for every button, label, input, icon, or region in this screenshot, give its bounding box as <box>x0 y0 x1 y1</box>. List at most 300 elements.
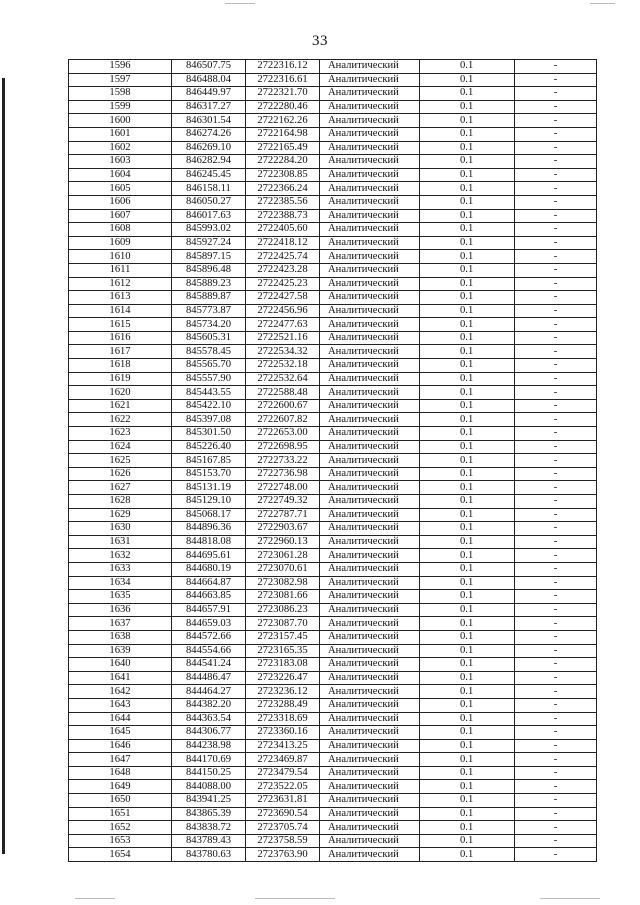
x-coordinate-cell: 843780.63 <box>172 848 246 862</box>
method-cell: Аналитический <box>320 780 420 794</box>
note-cell: - <box>515 345 597 359</box>
y-coordinate-cell: 2723081.66 <box>246 590 320 604</box>
table-row <box>69 114 597 128</box>
accuracy-cell: 0.1 <box>420 590 515 604</box>
accuracy-cell: 0.1 <box>420 427 515 441</box>
table-row <box>69 427 597 441</box>
accuracy-cell: 0.1 <box>420 331 515 345</box>
point-number-cell: 1614 <box>69 304 172 318</box>
x-coordinate-cell: 846274.26 <box>172 127 246 141</box>
y-coordinate-cell: 2722425.74 <box>246 250 320 264</box>
note-cell: - <box>515 427 597 441</box>
note-cell: - <box>515 87 597 101</box>
accuracy-cell: 0.1 <box>420 481 515 495</box>
method-cell: Аналитический <box>320 291 420 305</box>
method-cell: Аналитический <box>320 168 420 182</box>
method-cell: Аналитический <box>320 127 420 141</box>
method-cell: Аналитический <box>320 141 420 155</box>
note-cell: - <box>515 467 597 481</box>
point-number-cell: 1651 <box>69 807 172 821</box>
method-cell: Аналитический <box>320 671 420 685</box>
method-cell: Аналитический <box>320 644 420 658</box>
method-cell: Аналитический <box>320 304 420 318</box>
note-cell: - <box>515 630 597 644</box>
method-cell: Аналитический <box>320 753 420 767</box>
note-cell: - <box>515 331 597 345</box>
table-body <box>69 60 597 862</box>
table-row <box>69 467 597 481</box>
method-cell: Аналитический <box>320 794 420 808</box>
x-coordinate-cell: 844659.03 <box>172 617 246 631</box>
note-cell: - <box>515 73 597 87</box>
note-cell: - <box>515 753 597 767</box>
point-number-cell: 1638 <box>69 630 172 644</box>
note-cell: - <box>515 644 597 658</box>
note-cell: - <box>515 236 597 250</box>
accuracy-cell: 0.1 <box>420 413 515 427</box>
note-cell: - <box>515 386 597 400</box>
table-row <box>69 603 597 617</box>
scan-artifact <box>255 898 335 899</box>
x-coordinate-cell: 844238.98 <box>172 739 246 753</box>
y-coordinate-cell: 2722425.23 <box>246 277 320 291</box>
coordinates-table <box>68 59 597 862</box>
method-cell: Аналитический <box>320 535 420 549</box>
x-coordinate-cell: 845993.02 <box>172 223 246 237</box>
x-coordinate-cell: 845301.50 <box>172 427 246 441</box>
accuracy-cell: 0.1 <box>420 60 515 74</box>
note-cell: - <box>515 848 597 862</box>
note-cell: - <box>515 712 597 726</box>
accuracy-cell: 0.1 <box>420 698 515 712</box>
note-cell: - <box>515 807 597 821</box>
method-cell: Аналитический <box>320 739 420 753</box>
accuracy-cell: 0.1 <box>420 834 515 848</box>
x-coordinate-cell: 846269.10 <box>172 141 246 155</box>
table-row <box>69 413 597 427</box>
point-number-cell: 1617 <box>69 345 172 359</box>
accuracy-cell: 0.1 <box>420 508 515 522</box>
y-coordinate-cell: 2722748.00 <box>246 481 320 495</box>
accuracy-cell: 0.1 <box>420 195 515 209</box>
y-coordinate-cell: 2722316.61 <box>246 73 320 87</box>
table-row <box>69 644 597 658</box>
y-coordinate-cell: 2722960.13 <box>246 535 320 549</box>
method-cell: Аналитический <box>320 440 420 454</box>
table-row <box>69 331 597 345</box>
y-coordinate-cell: 2723758.59 <box>246 834 320 848</box>
point-number-cell: 1623 <box>69 427 172 441</box>
method-cell: Аналитический <box>320 263 420 277</box>
note-cell: - <box>515 250 597 264</box>
x-coordinate-cell: 846507.75 <box>172 60 246 74</box>
method-cell: Аналитический <box>320 236 420 250</box>
method-cell: Аналитический <box>320 522 420 536</box>
accuracy-cell: 0.1 <box>420 291 515 305</box>
method-cell: Аналитический <box>320 331 420 345</box>
method-cell: Аналитический <box>320 223 420 237</box>
method-cell: Аналитический <box>320 766 420 780</box>
method-cell: Аналитический <box>320 712 420 726</box>
table-row <box>69 698 597 712</box>
x-coordinate-cell: 846317.27 <box>172 100 246 114</box>
table-row <box>69 780 597 794</box>
x-coordinate-cell: 843941.25 <box>172 794 246 808</box>
note-cell: - <box>515 195 597 209</box>
accuracy-cell: 0.1 <box>420 454 515 468</box>
scan-artifact <box>75 898 115 899</box>
y-coordinate-cell: 2722532.18 <box>246 359 320 373</box>
x-coordinate-cell: 843838.72 <box>172 821 246 835</box>
point-number-cell: 1622 <box>69 413 172 427</box>
note-cell: - <box>515 209 597 223</box>
y-coordinate-cell: 2723183.08 <box>246 658 320 672</box>
x-coordinate-cell: 845397.08 <box>172 413 246 427</box>
y-coordinate-cell: 2723061.28 <box>246 549 320 563</box>
accuracy-cell: 0.1 <box>420 726 515 740</box>
point-number-cell: 1596 <box>69 60 172 74</box>
note-cell: - <box>515 726 597 740</box>
y-coordinate-cell: 2723522.05 <box>246 780 320 794</box>
method-cell: Аналитический <box>320 413 420 427</box>
note-cell: - <box>515 304 597 318</box>
x-coordinate-cell: 846301.54 <box>172 114 246 128</box>
table-row <box>69 127 597 141</box>
point-number-cell: 1635 <box>69 590 172 604</box>
table-row <box>69 345 597 359</box>
table-row <box>69 209 597 223</box>
note-cell: - <box>515 440 597 454</box>
accuracy-cell: 0.1 <box>420 549 515 563</box>
y-coordinate-cell: 2722607.82 <box>246 413 320 427</box>
point-number-cell: 1641 <box>69 671 172 685</box>
note-cell: - <box>515 522 597 536</box>
method-cell: Аналитический <box>320 60 420 74</box>
table-row <box>69 848 597 862</box>
point-number-cell: 1620 <box>69 386 172 400</box>
point-number-cell: 1626 <box>69 467 172 481</box>
y-coordinate-cell: 2722165.49 <box>246 141 320 155</box>
note-cell: - <box>515 60 597 74</box>
point-number-cell: 1642 <box>69 685 172 699</box>
y-coordinate-cell: 2722456.96 <box>246 304 320 318</box>
note-cell: - <box>515 698 597 712</box>
accuracy-cell: 0.1 <box>420 399 515 413</box>
table-row <box>69 576 597 590</box>
point-number-cell: 1598 <box>69 87 172 101</box>
x-coordinate-cell: 845129.10 <box>172 495 246 509</box>
table-row <box>69 223 597 237</box>
table-row <box>69 671 597 685</box>
method-cell: Аналитический <box>320 549 420 563</box>
point-number-cell: 1633 <box>69 562 172 576</box>
point-number-cell: 1634 <box>69 576 172 590</box>
note-cell: - <box>515 685 597 699</box>
table-row <box>69 630 597 644</box>
accuracy-cell: 0.1 <box>420 100 515 114</box>
y-coordinate-cell: 2722164.98 <box>246 127 320 141</box>
x-coordinate-cell: 844150.25 <box>172 766 246 780</box>
method-cell: Аналитический <box>320 617 420 631</box>
method-cell: Аналитический <box>320 155 420 169</box>
point-number-cell: 1603 <box>69 155 172 169</box>
method-cell: Аналитический <box>320 698 420 712</box>
table-row <box>69 73 597 87</box>
accuracy-cell: 0.1 <box>420 780 515 794</box>
table-row <box>69 386 597 400</box>
accuracy-cell: 0.1 <box>420 522 515 536</box>
point-number-cell: 1644 <box>69 712 172 726</box>
y-coordinate-cell: 2723165.35 <box>246 644 320 658</box>
y-coordinate-cell: 2723690.54 <box>246 807 320 821</box>
method-cell: Аналитический <box>320 508 420 522</box>
point-number-cell: 1639 <box>69 644 172 658</box>
table-row <box>69 440 597 454</box>
table-row <box>69 359 597 373</box>
method-cell: Аналитический <box>320 481 420 495</box>
point-number-cell: 1608 <box>69 223 172 237</box>
note-cell: - <box>515 508 597 522</box>
x-coordinate-cell: 844818.08 <box>172 535 246 549</box>
accuracy-cell: 0.1 <box>420 630 515 644</box>
accuracy-cell: 0.1 <box>420 603 515 617</box>
table-row <box>69 739 597 753</box>
table-row <box>69 766 597 780</box>
table-row <box>69 712 597 726</box>
x-coordinate-cell: 844664.87 <box>172 576 246 590</box>
point-number-cell: 1612 <box>69 277 172 291</box>
accuracy-cell: 0.1 <box>420 671 515 685</box>
note-cell: - <box>515 495 597 509</box>
point-number-cell: 1613 <box>69 291 172 305</box>
y-coordinate-cell: 2723360.16 <box>246 726 320 740</box>
note-cell: - <box>515 277 597 291</box>
accuracy-cell: 0.1 <box>420 263 515 277</box>
table-row <box>69 454 597 468</box>
y-coordinate-cell: 2722787.71 <box>246 508 320 522</box>
table-row <box>69 141 597 155</box>
y-coordinate-cell: 2723082.98 <box>246 576 320 590</box>
table-row <box>69 155 597 169</box>
point-number-cell: 1606 <box>69 195 172 209</box>
table-row <box>69 399 597 413</box>
y-coordinate-cell: 2723469.87 <box>246 753 320 767</box>
note-cell: - <box>515 182 597 196</box>
note-cell: - <box>515 454 597 468</box>
note-cell: - <box>515 603 597 617</box>
note-cell: - <box>515 658 597 672</box>
point-number-cell: 1627 <box>69 481 172 495</box>
accuracy-cell: 0.1 <box>420 359 515 373</box>
note-cell: - <box>515 535 597 549</box>
accuracy-cell: 0.1 <box>420 127 515 141</box>
table-row <box>69 481 597 495</box>
table-row <box>69 495 597 509</box>
point-number-cell: 1632 <box>69 549 172 563</box>
table-row <box>69 535 597 549</box>
accuracy-cell: 0.1 <box>420 141 515 155</box>
point-number-cell: 1629 <box>69 508 172 522</box>
y-coordinate-cell: 2722388.73 <box>246 209 320 223</box>
y-coordinate-cell: 2722280.46 <box>246 100 320 114</box>
table-row <box>69 522 597 536</box>
accuracy-cell: 0.1 <box>420 236 515 250</box>
accuracy-cell: 0.1 <box>420 739 515 753</box>
method-cell: Аналитический <box>320 807 420 821</box>
point-number-cell: 1654 <box>69 848 172 862</box>
point-number-cell: 1601 <box>69 127 172 141</box>
table-row <box>69 658 597 672</box>
accuracy-cell: 0.1 <box>420 318 515 332</box>
y-coordinate-cell: 2722534.32 <box>246 345 320 359</box>
method-cell: Аналитический <box>320 427 420 441</box>
method-cell: Аналитический <box>320 114 420 128</box>
method-cell: Аналитический <box>320 726 420 740</box>
method-cell: Аналитический <box>320 821 420 835</box>
x-coordinate-cell: 844680.19 <box>172 562 246 576</box>
y-coordinate-cell: 2722477.63 <box>246 318 320 332</box>
point-number-cell: 1615 <box>69 318 172 332</box>
table-row <box>69 794 597 808</box>
y-coordinate-cell: 2722733.22 <box>246 454 320 468</box>
table-row <box>69 508 597 522</box>
method-cell: Аналитический <box>320 250 420 264</box>
method-cell: Аналитический <box>320 87 420 101</box>
note-cell: - <box>515 481 597 495</box>
table-row <box>69 318 597 332</box>
accuracy-cell: 0.1 <box>420 440 515 454</box>
point-number-cell: 1648 <box>69 766 172 780</box>
point-number-cell: 1650 <box>69 794 172 808</box>
y-coordinate-cell: 2723631.81 <box>246 794 320 808</box>
method-cell: Аналитический <box>320 318 420 332</box>
point-number-cell: 1631 <box>69 535 172 549</box>
x-coordinate-cell: 846158.11 <box>172 182 246 196</box>
x-coordinate-cell: 844554.66 <box>172 644 246 658</box>
accuracy-cell: 0.1 <box>420 182 515 196</box>
x-coordinate-cell: 846488.04 <box>172 73 246 87</box>
accuracy-cell: 0.1 <box>420 304 515 318</box>
note-cell: - <box>515 372 597 386</box>
table-row <box>69 617 597 631</box>
point-number-cell: 1605 <box>69 182 172 196</box>
accuracy-cell: 0.1 <box>420 807 515 821</box>
y-coordinate-cell: 2723413.25 <box>246 739 320 753</box>
note-cell: - <box>515 549 597 563</box>
y-coordinate-cell: 2723318.69 <box>246 712 320 726</box>
accuracy-cell: 0.1 <box>420 386 515 400</box>
y-coordinate-cell: 2722162.26 <box>246 114 320 128</box>
note-cell: - <box>515 794 597 808</box>
note-cell: - <box>515 291 597 305</box>
point-number-cell: 1643 <box>69 698 172 712</box>
note-cell: - <box>515 766 597 780</box>
note-cell: - <box>515 590 597 604</box>
table-row <box>69 277 597 291</box>
method-cell: Аналитический <box>320 590 420 604</box>
note-cell: - <box>515 168 597 182</box>
scan-artifact <box>225 3 255 4</box>
method-cell: Аналитический <box>320 100 420 114</box>
accuracy-cell: 0.1 <box>420 535 515 549</box>
method-cell: Аналитический <box>320 454 420 468</box>
point-number-cell: 1618 <box>69 359 172 373</box>
accuracy-cell: 0.1 <box>420 658 515 672</box>
x-coordinate-cell: 843865.39 <box>172 807 246 821</box>
y-coordinate-cell: 2722308.85 <box>246 168 320 182</box>
x-coordinate-cell: 845605.31 <box>172 331 246 345</box>
x-coordinate-cell: 845226.40 <box>172 440 246 454</box>
x-coordinate-cell: 845578.45 <box>172 345 246 359</box>
x-coordinate-cell: 845773.87 <box>172 304 246 318</box>
accuracy-cell: 0.1 <box>420 372 515 386</box>
accuracy-cell: 0.1 <box>420 617 515 631</box>
x-coordinate-cell: 845734.20 <box>172 318 246 332</box>
table-row <box>69 236 597 250</box>
point-number-cell: 1602 <box>69 141 172 155</box>
accuracy-cell: 0.1 <box>420 345 515 359</box>
method-cell: Аналитический <box>320 372 420 386</box>
y-coordinate-cell: 2722749.32 <box>246 495 320 509</box>
note-cell: - <box>515 739 597 753</box>
x-coordinate-cell: 844382.20 <box>172 698 246 712</box>
accuracy-cell: 0.1 <box>420 467 515 481</box>
x-coordinate-cell: 844657.91 <box>172 603 246 617</box>
x-coordinate-cell: 844464.27 <box>172 685 246 699</box>
accuracy-cell: 0.1 <box>420 155 515 169</box>
x-coordinate-cell: 846449.97 <box>172 87 246 101</box>
table-row <box>69 100 597 114</box>
accuracy-cell: 0.1 <box>420 766 515 780</box>
accuracy-cell: 0.1 <box>420 753 515 767</box>
method-cell: Аналитический <box>320 345 420 359</box>
y-coordinate-cell: 2722321.70 <box>246 87 320 101</box>
table-row <box>69 562 597 576</box>
x-coordinate-cell: 846282.94 <box>172 155 246 169</box>
note-cell: - <box>515 576 597 590</box>
note-cell: - <box>515 114 597 128</box>
page-number: 33 <box>312 33 328 49</box>
point-number-cell: 1649 <box>69 780 172 794</box>
method-cell: Аналитический <box>320 848 420 862</box>
note-cell: - <box>515 413 597 427</box>
point-number-cell: 1609 <box>69 236 172 250</box>
point-number-cell: 1637 <box>69 617 172 631</box>
method-cell: Аналитический <box>320 562 420 576</box>
method-cell: Аналитический <box>320 386 420 400</box>
y-coordinate-cell: 2723763.90 <box>246 848 320 862</box>
note-cell: - <box>515 562 597 576</box>
y-coordinate-cell: 2722698.95 <box>246 440 320 454</box>
accuracy-cell: 0.1 <box>420 644 515 658</box>
accuracy-cell: 0.1 <box>420 87 515 101</box>
point-number-cell: 1619 <box>69 372 172 386</box>
x-coordinate-cell: 846050.27 <box>172 195 246 209</box>
table-row <box>69 304 597 318</box>
point-number-cell: 1607 <box>69 209 172 223</box>
note-cell: - <box>515 127 597 141</box>
method-cell: Аналитический <box>320 630 420 644</box>
accuracy-cell: 0.1 <box>420 114 515 128</box>
table-row <box>69 726 597 740</box>
point-number-cell: 1646 <box>69 739 172 753</box>
point-number-cell: 1652 <box>69 821 172 835</box>
y-coordinate-cell: 2722316.12 <box>246 60 320 74</box>
table-row <box>69 195 597 209</box>
y-coordinate-cell: 2723479.54 <box>246 766 320 780</box>
note-cell: - <box>515 617 597 631</box>
method-cell: Аналитический <box>320 277 420 291</box>
